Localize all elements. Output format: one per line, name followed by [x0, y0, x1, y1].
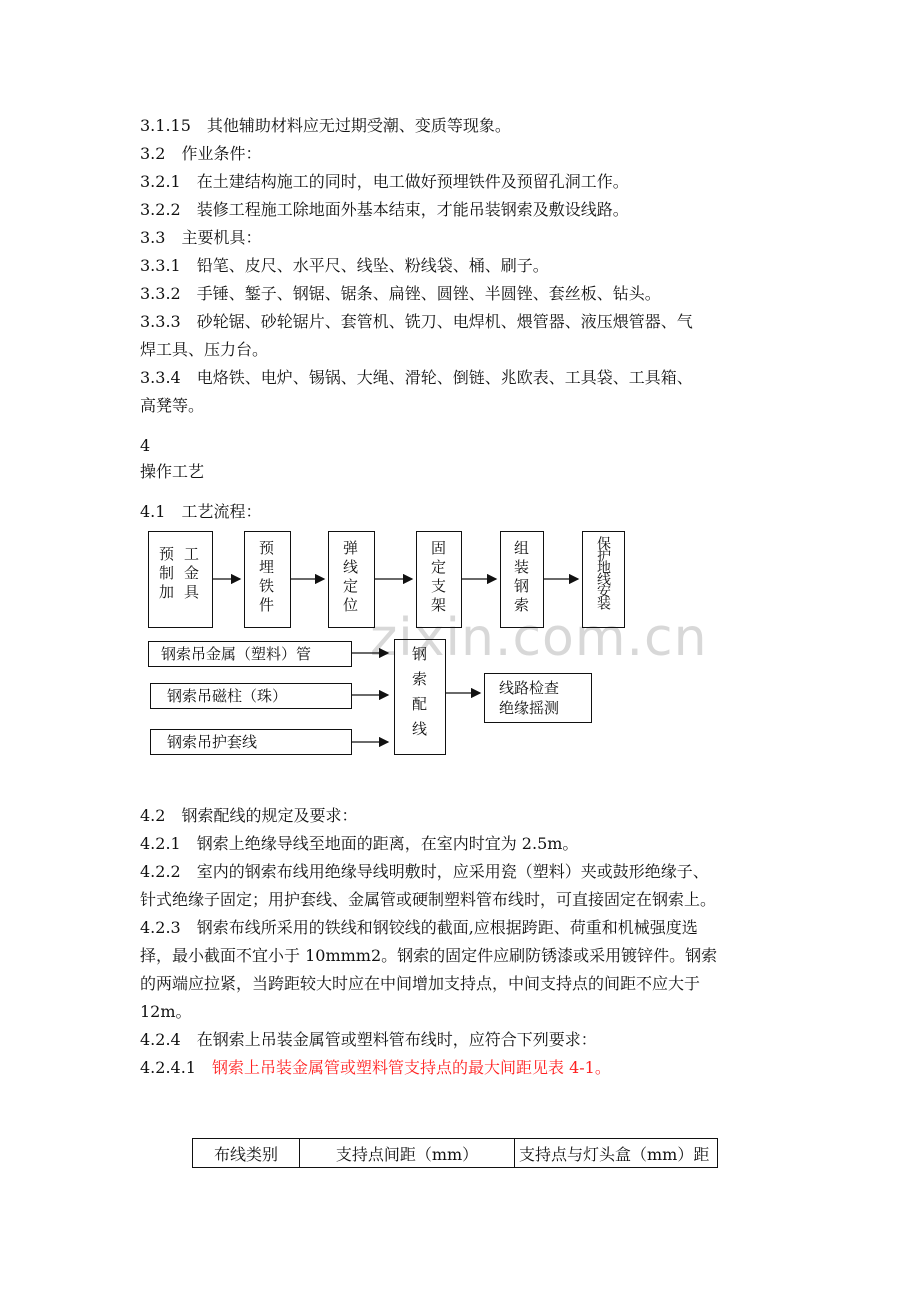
table-header-cell: 支持点与灯头盒（mm）距: [515, 1139, 718, 1168]
watermark: zixin.com.cn: [370, 608, 708, 668]
para-3-3-2: 3.3.2 手锤、錾子、钢锯、锯条、扁锉、圆锉、半圆锉、套丝板、钻头。: [140, 284, 661, 303]
flow-right-line2: 绝缘摇测: [499, 699, 560, 717]
heading-3-2: 3.2 作业条件：: [140, 144, 262, 163]
flow-right-line1: 线路检查: [499, 679, 560, 697]
para-4-2-3: 4.2.3 钢索布线所采用的铁线和钢铰线的截面,应根据跨距、荷重和机械强度选: [140, 918, 698, 937]
flow-left-sheathed: [150, 729, 352, 755]
flow-box-mark-label: 弹线定位: [341, 540, 359, 616]
flow-box-prefab: [148, 531, 213, 628]
para-4-2-4-1: [140, 1058, 611, 1078]
flow-left-metal-pipe: [148, 641, 352, 667]
section-4-title: 操作工艺: [140, 462, 205, 481]
para-3-3-1: 3.3.1 铅笔、皮尺、水平尺、线坠、粉线袋、桶、刷子。: [140, 256, 549, 275]
heading-4-2: 4.2 钢索配线的规定及要求：: [140, 806, 358, 825]
flow-box-mark: [328, 531, 375, 628]
table-header-row: [193, 1139, 718, 1168]
para-4-2-4: 4.2.4 在钢索上吊装金属管或塑料管布线时，应符合下列要求：: [140, 1030, 597, 1049]
flow-left-porcelain-label: 钢索吊磁柱（珠）: [167, 687, 288, 705]
flow-box-embed: [244, 531, 291, 628]
flow-box-ground-label: 保护地线安装: [595, 536, 611, 608]
flow-left-sheathed-label: 钢索吊护套线: [167, 733, 258, 751]
para-3-1-15: 3.1.15 其他辅助材料应无过期受潮、变质等现象。: [140, 116, 511, 135]
flow-box-assemble: [500, 531, 544, 628]
para-3-2-1: 3.2.1 在土建结构施工的同时，电工做好预埋铁件及预留孔洞工作。: [140, 172, 629, 191]
flow-box-bracket: [416, 531, 462, 628]
heading-3-3: 3.3 主要机具：: [140, 228, 262, 247]
para-4-2-2-cont: 针式绝缘子固定；用护套线、金属管或硬制塑料管布线时，可直接固定在钢索上。: [140, 890, 717, 909]
para-3-3-4-cont: 高凳等。: [140, 396, 205, 415]
para-4-2-3-cont2: 的两端应拉紧，当跨距较大时应在中间增加支持点，中间支持点的间距不应大于: [140, 974, 701, 993]
para-4-2-3-cont3: 12m。: [140, 1002, 192, 1021]
flow-center-wiring: [394, 639, 446, 755]
flow-box-prefab-col1: 预制加: [157, 546, 175, 603]
para-4-2-1: 4.2.1 钢索上绝缘导线至地面的距离，在室内时宜为 2.5m。: [140, 834, 579, 853]
para-4-2-4-1-text: 钢索上吊装金属管或塑料管支持点的最大间距见表 4-1。: [211, 1058, 611, 1077]
flow-box-bracket-label: 固定支架: [429, 540, 447, 616]
table-header-cell: 支持点间距（mm）: [300, 1139, 515, 1168]
table-header-cell: 布线类别: [193, 1139, 300, 1168]
flow-box-assemble-label: 组装钢索: [512, 540, 530, 616]
para-3-3-4: 3.3.4 电烙铁、电炉、锡锅、大绳、滑轮、倒链、兆欧表、工具袋、工具箱、: [140, 368, 693, 387]
para-3-2-2: 3.2.2 装修工程施工除地面外基本结束，才能吊装钢索及敷设线路。: [140, 200, 629, 219]
heading-4-1: 4.1 工艺流程：: [140, 502, 262, 521]
flow-box-prefab-col2: 工金具: [182, 546, 200, 603]
section-4-number: 4: [140, 436, 151, 455]
para-4-2-3-cont1: 择，最小截面不宜小于 10mmm2。钢索的固定件应刷防锈漆或采用镀锌件。钢索: [140, 946, 718, 965]
flow-left-metal-pipe-label: 钢索吊金属（塑料）管: [161, 645, 312, 663]
para-4-2-4-1-number: 4.2.4.1: [140, 1058, 212, 1077]
table-4-1: [192, 1138, 718, 1168]
flow-box-embed-label: 预埋铁件: [257, 540, 275, 616]
flow-left-porcelain: [150, 683, 352, 709]
flow-box-ground: [582, 531, 625, 628]
para-3-3-3: 3.3.3 砂轮锯、砂轮锯片、套管机、铣刀、电焊机、煨管器、液压煨管器、气: [140, 312, 693, 331]
para-4-2-2: 4.2.2 室内的钢索布线用绝缘导线明敷时，应采用瓷（塑料）夹或鼓形绝缘子、: [140, 862, 709, 881]
para-3-3-3-cont: 焊工具、压力台。: [140, 340, 269, 359]
flow-right-inspection: [484, 673, 592, 723]
flow-center-wiring-label: 钢索配线: [410, 646, 428, 746]
